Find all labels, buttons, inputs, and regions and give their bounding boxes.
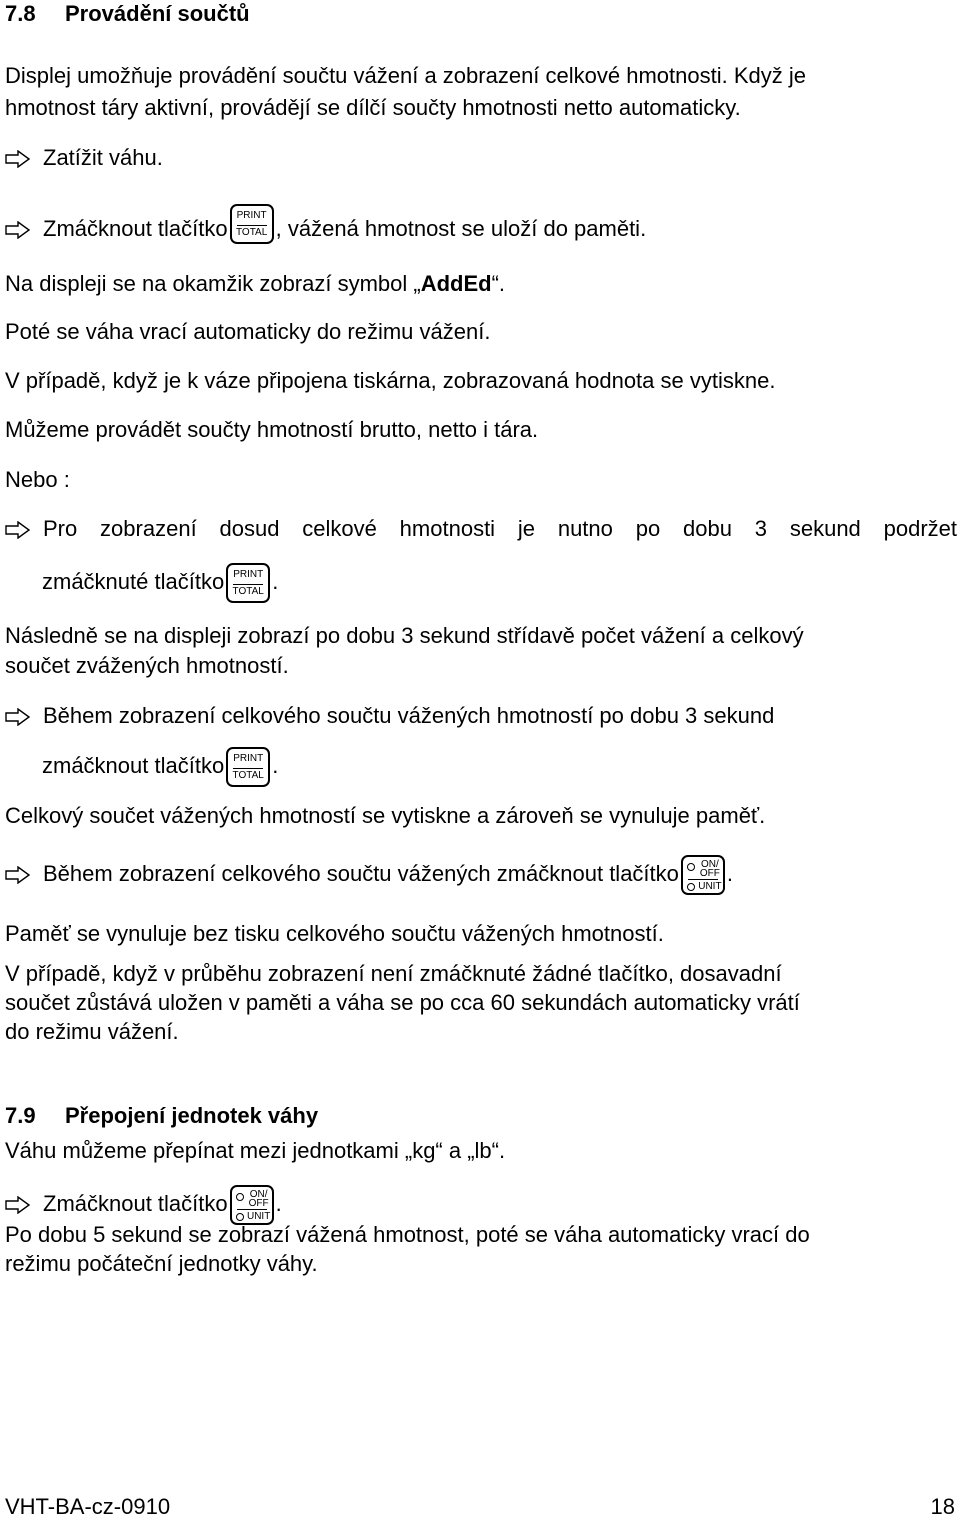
arrow-right-icon: [5, 708, 31, 726]
section-number: 7.9: [5, 1103, 36, 1128]
after-line-1: Po dobu 5 sekund se zobrazí vážená hmotnost, poté se váha automaticky vrací do: [5, 1222, 810, 1247]
section-title: Provádění součtů: [65, 1, 250, 26]
arrow-right-icon: [5, 1196, 31, 1214]
nebo-label: Nebo :: [5, 467, 70, 492]
step-text: Pro zobrazení dosud celkové hmotnosti je nutno po dobu 3 sekund podržet: [43, 516, 957, 541]
power-icon: [687, 863, 695, 871]
text: .: [272, 753, 279, 778]
step-press-onoff: [5, 852, 733, 896]
print-line: V případě, když je k váze připojena tiskárna, zobrazovaná hodnota se vytiskne.: [5, 368, 776, 393]
footer-doc-id: VHT-BA-cz-0910: [5, 1494, 171, 1519]
key-label-print: PRINT: [233, 753, 264, 765]
return-line: Poté se váha vrací automaticky do režimu vážení.: [5, 319, 491, 344]
step-text: Zmáčknout tlačítko: [43, 216, 228, 241]
step-text: Během zobrazení celkového součtu vážených zmáčknout tlačítko: [43, 861, 679, 886]
step-text: Zatížit váhu.: [43, 145, 163, 170]
key-label-total: TOTAL: [232, 770, 264, 782]
step-text-cont: , vážená hmotnost se uloží do paměti.: [275, 216, 647, 241]
footer-page-number: 18: [930, 1494, 955, 1519]
key-label-unit: UNIT: [246, 1211, 271, 1223]
key-label-total: TOTAL: [232, 586, 264, 598]
key-label-on: ON/: [701, 859, 719, 871]
intro-line-1: Displej umožňuje provádění součtu vážení a zobrazení celkové hmotnosti. Když je: [5, 63, 806, 88]
arrow-right-icon: [5, 521, 31, 539]
key-label-on: ON/: [249, 1189, 268, 1201]
key-label-print: PRINT: [233, 569, 264, 581]
text: Na displeji se na okamžik zobrazí symbol „: [5, 271, 421, 296]
if-line-3: do režimu vážení.: [5, 1019, 179, 1044]
arrow-right-icon: [5, 866, 31, 884]
text: “.: [491, 271, 506, 296]
units-line: Váhu můžeme přepínat mezi jednotkami „kg“ a „lb“.: [5, 1138, 506, 1163]
text: .: [726, 861, 734, 886]
if-line-2: součet zůstává uložen v paměti a váha se po cca 60 sekundách automaticky vrátí: [5, 990, 800, 1015]
display-added-line: [5, 270, 505, 298]
intro-line-2: hmotnost táry aktivní, provádějí se dílčí součty hmotnosti netto automaticky.: [5, 95, 741, 120]
print-total-key-icon: [226, 747, 270, 787]
key-label-off: OFF: [699, 868, 720, 880]
after-line-2: režimu počáteční jednotky váhy.: [5, 1251, 318, 1276]
onoff-unit-key-icon: [681, 855, 725, 895]
step-text: Během zobrazení celkového součtu vážených hmotností po dobu 3 sekund: [43, 703, 775, 728]
section-heading-7-9: [5, 1102, 318, 1130]
step-press-onoff-unit: [5, 1182, 282, 1226]
text: .: [272, 569, 279, 594]
added-symbol: AddEd: [420, 271, 492, 296]
arrow-right-icon: [5, 150, 31, 168]
step-during-total-line2: [42, 744, 278, 788]
key-label-total: TOTAL: [235, 227, 268, 239]
sums-line: Můžeme provádět součty hmotností brutto, netto i tára.: [5, 417, 539, 442]
unit-icon: [687, 883, 695, 891]
onoff-unit-key-icon: [230, 1185, 274, 1225]
key-label-unit: UNIT: [698, 881, 722, 893]
step-during-total-line1: [5, 702, 774, 730]
memory-line: Paměť se vynuluje bez tisku celkového součtu vážených hmotností.: [5, 921, 664, 946]
text: zmáčknout tlačítko: [42, 753, 225, 778]
text: .: [275, 1191, 282, 1216]
total-print-line: Celkový součet vážených hmotností se vytiskne a zároveň se vynuluje paměť.: [5, 803, 766, 828]
key-label-print: PRINT: [236, 210, 267, 222]
power-icon: [236, 1193, 244, 1201]
section-heading-7-8: [5, 0, 250, 28]
step-text: Zmáčknout tlačítko: [43, 1191, 228, 1216]
arrow-right-icon: [5, 221, 31, 239]
if-line-1: V případě, když v průběhu zobrazení není zmáčknuté žádné tlačítko, dosavadní: [5, 961, 782, 986]
step-hold-print-line2: [42, 560, 278, 604]
next-line-1: Následně se na displeji zobrazí po dobu 3 sekund střídavě počet vážení a celkový: [5, 623, 804, 648]
print-total-key-icon: [226, 563, 270, 603]
step-hold-print-line1: [5, 515, 957, 543]
section-number: 7.8: [5, 1, 36, 26]
key-label-off: OFF: [248, 1198, 269, 1210]
step-load-scale: [5, 144, 163, 172]
section-title: Přepojení jednotek váhy: [65, 1103, 319, 1128]
text: zmáčknuté tlačítko: [42, 569, 225, 594]
next-line-2: součet zvážených hmotností.: [5, 653, 289, 678]
print-total-key-icon: [230, 204, 274, 244]
step-press-print: [5, 208, 646, 250]
unit-icon: [236, 1213, 244, 1221]
